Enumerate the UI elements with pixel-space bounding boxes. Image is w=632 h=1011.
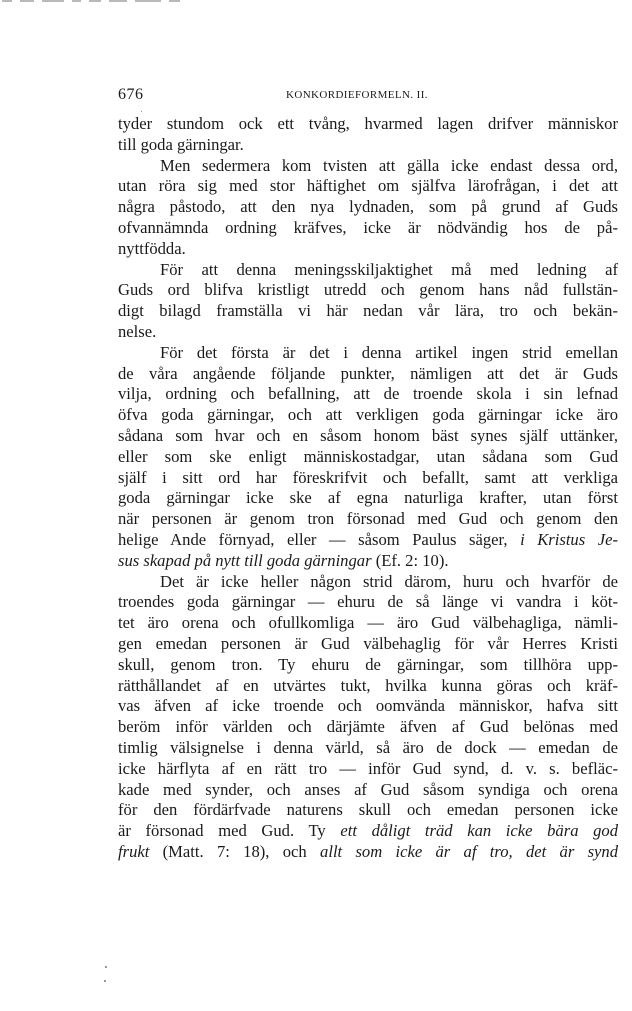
text-line [118, 842, 618, 863]
text-line: Guds ord blifva kristligt utredd och genom hans nåd fullstän- [118, 280, 618, 300]
text-line: vas äfven af icke troende och oomvända människor, hafva sitt [118, 696, 618, 716]
text-line: vilja, ordning och befallning, att de troende skola i sin lefnad [118, 384, 618, 404]
running-title: KONKORDIEFORMELN. II. [286, 89, 428, 101]
text-line: nelse. [118, 321, 157, 341]
text-line: tet äro orena och ofullkomliga — äro Gud välbehagliga, nämli- [118, 613, 618, 633]
text-line: nyttfödda. [118, 238, 186, 258]
text-line: Men sedermera kom tvisten att gälla icke endast dessa ord, [160, 155, 618, 175]
italic-quote: ett dåligt träd kan icke bära god [340, 821, 619, 841]
scan-edge-marks [2, 0, 212, 4]
text-segment: (Ef. 2: 10). [375, 550, 449, 570]
scan-speck [105, 966, 107, 968]
text-line: beröm inför världen och därjämte äfven af Gud belönas med [118, 717, 618, 737]
text-line: timlig välsignelse i denna värld, så äro de dock — emedan de [118, 737, 618, 757]
scan-speck [141, 111, 142, 112]
text-line: några påstodo, att den nya lydnaden, som på grund af Guds [118, 197, 618, 217]
text-segment: är försonad med Gud. Ty [118, 821, 326, 841]
page-number: 676 [118, 86, 144, 103]
text-line [118, 530, 618, 551]
text-line: För att denna meningsskiljaktighet må med ledning af [160, 259, 618, 279]
italic-quote: sus skapad på nytt till goda gärningar [118, 550, 372, 570]
text-line: sådana som hvar och en såsom honom bäst synes själf uttänker, [118, 425, 618, 445]
page-header [118, 86, 448, 106]
text-line: rätthållandet af en utvärtes tukt, hvilka kunna göras och kräf- [118, 675, 618, 695]
text-line: ofvannämnda ordning kräfves, icke är nödvändig hos de på- [118, 217, 618, 237]
italic-quote: frukt [118, 841, 150, 861]
text-line [118, 821, 618, 842]
text-line: För det första är det i denna artikel ingen strid emellan [160, 342, 618, 362]
text-line: eller som ske enligt människostadgar, utan sådana som Gud [118, 446, 618, 466]
text-line: utan röra sig med stor häftighet om själfva lärofrågan, i det att [118, 176, 618, 196]
text-line: till goda gärningar. [118, 134, 244, 154]
text-line [118, 551, 618, 572]
text-segment: helige Ande förnyad, eller — såsom Paulus säger, [118, 529, 508, 549]
text-line: själf i sitt ord har föreskrifvit och befallt, samt att verkliga [118, 467, 618, 487]
text-line: öfva goda gärningar, och att verkligen goda gärningar icke äro [118, 405, 618, 425]
text-line: gen emedan personen är Gud välbehaglig för vår Herres Kristi [118, 633, 618, 653]
text-line: de våra angående följande punkter, nämligen att det är Guds [118, 363, 618, 383]
text-line: när personen är genom tron försonad med Gud och genom den [118, 509, 618, 529]
text-line: digt bilagd framställa vi här nedan vår lära, tro och bekän- [118, 301, 618, 321]
body-text [118, 114, 618, 863]
text-line: för den fördärfvade naturens skull och emedan personen icke [118, 800, 618, 820]
text-line: kade med synder, och anses af Gud såsom syndiga och orena [118, 779, 618, 799]
italic-quote: i Kristus Je- [520, 529, 618, 549]
text-line: troendes goda gärningar — ehuru de så länge vi vandra i köt- [118, 592, 618, 612]
scan-speck [104, 980, 106, 982]
text-line: goda gärningar icke ske af egna naturliga krafter, utan först [118, 488, 618, 508]
text-line: Det är icke heller någon strid därom, huru och hvarför de [160, 571, 618, 591]
text-line: tyder stundom ock ett tvång, hvarmed lagen drifver människor [118, 114, 618, 133]
text-segment: (Matt. 7: 18), och [162, 841, 307, 861]
text-line: icke härflyta af en rätt tro — inför Gud synd, d. v. s. befläc- [118, 758, 618, 778]
italic-quote: allt som icke är af tro, det är synd [320, 841, 619, 861]
text-line: skull, genom tron. Ty ehuru de gärningar, som tillhöra upp- [118, 654, 618, 674]
